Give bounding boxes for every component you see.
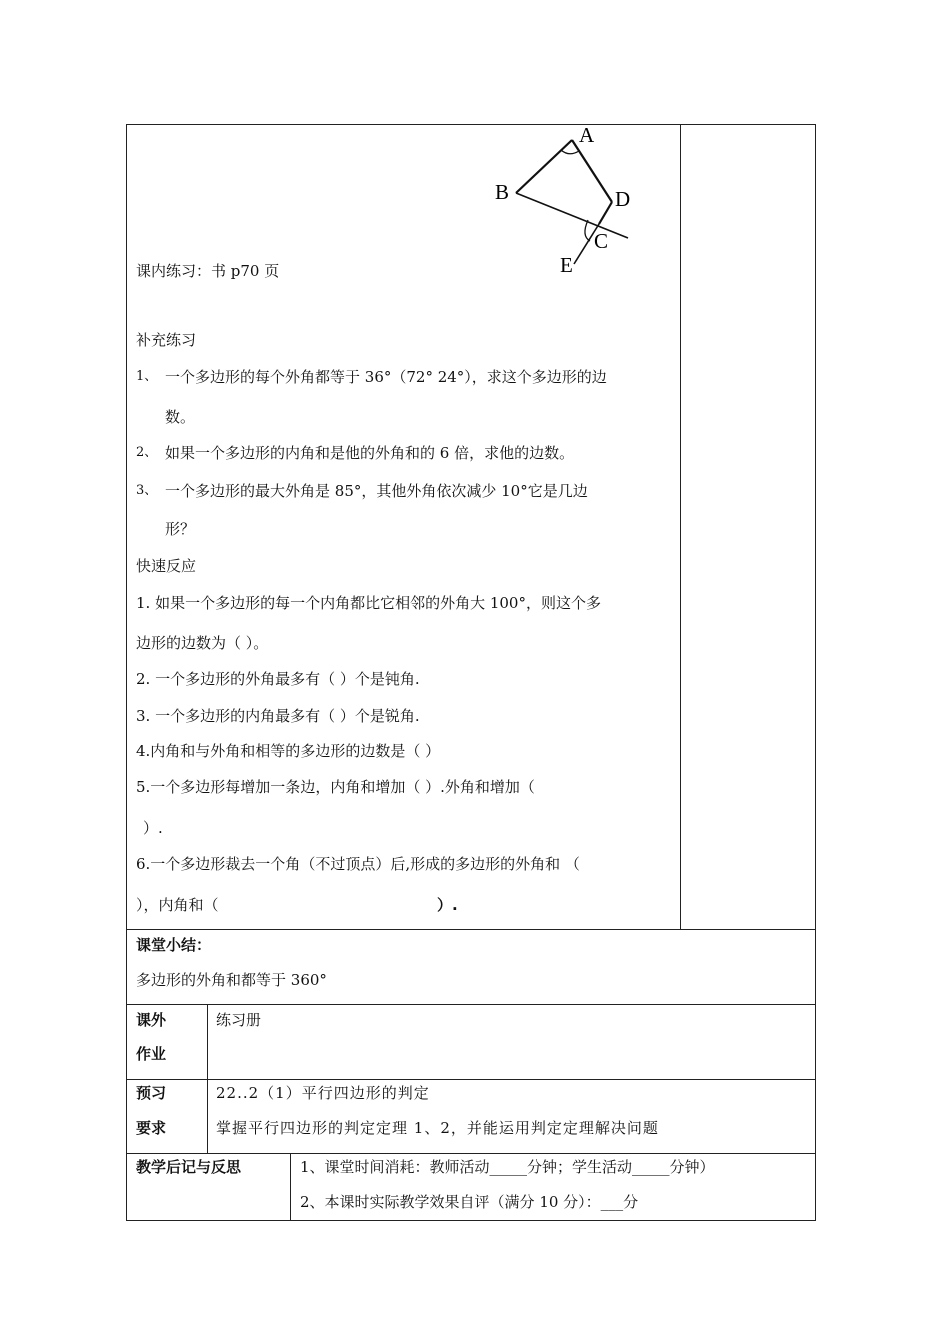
segment-BA [516, 140, 572, 193]
supplement-item-2-text: 如果一个多边形的内角和是他的外角和的 6 倍，求他的边数。 [165, 444, 575, 462]
supplement-item-1-number: 1、 [136, 369, 158, 384]
quick-question-6-continued: ），内角和（ [136, 896, 219, 914]
homework-label-line1: 课外 [136, 1011, 167, 1029]
supplement-item-1-continued: 数。 [165, 408, 196, 426]
preview-text-line2: 掌握平行四边形的判定定理 1、2，并能运用判定定理解决问题 [216, 1119, 659, 1137]
classwork-text: 课内练习：书 p70 页 [136, 262, 280, 280]
supplement-item-2-number: 2、 [136, 445, 158, 460]
reflection-line1: 1、课堂时间消耗：教师活动_____分钟；学生活动_____分钟） [300, 1158, 715, 1176]
quick-question-5: 5.一个多边形每增加一条边，内角和增加（ ）.外角和增加（ [136, 778, 535, 796]
supplement-item-3-number: 3、 [136, 483, 158, 498]
preview-label-line1: 预习 [136, 1084, 167, 1102]
summary-text: 多边形的外角和都等于 360° [136, 971, 327, 989]
segment-DC [599, 202, 612, 224]
quick-question-1: 1. 如果一个多边形的每一个内角都比它相邻的外角大 100°，则这个多 [136, 594, 601, 612]
quick-question-2: 2. 一个多边形的外角最多有（ ）个是钝角. [136, 670, 420, 688]
reflection-line2: 2、本课时实际教学效果自评（满分 10 分）：___分 [300, 1193, 639, 1211]
homework-label-line2: 作业 [136, 1045, 167, 1063]
supplement-heading: 补充练习 [136, 331, 197, 349]
quick-question-6-close: ）. [437, 896, 458, 914]
row-divider-summary [126, 929, 816, 930]
quick-question-4: 4.内角和与外角和相等的多边形的边数是（ ） [136, 742, 441, 760]
quick-question-6: 6.一个多边形裁去一个角（不过顶点）后,形成的多边形的外角和 （ [136, 855, 580, 873]
quick-question-5-continued: ）. [143, 819, 163, 837]
vertex-label-B: B [495, 180, 510, 204]
segment-AD [572, 140, 612, 202]
summary-heading: 课堂小结： [136, 936, 212, 954]
row-divider-preview [126, 1079, 816, 1080]
quick-question-3: 3. 一个多边形的内角最多有（ ）个是锐角. [136, 707, 420, 725]
row-divider-reflection [126, 1153, 816, 1154]
supplement-item-1-text: 一个多边形的每个外角都等于 36°（72° 24°），求这个多边形的边 [165, 368, 607, 386]
vertex-label-C: C [594, 229, 609, 253]
preview-label-line2: 要求 [136, 1119, 167, 1137]
vertex-label-D: D [615, 187, 631, 211]
reflection-label-divider [290, 1153, 291, 1221]
reflection-label: 教学后记与反思 [136, 1158, 242, 1176]
row-divider-homework [126, 1004, 816, 1005]
homework-text: 练习册 [216, 1011, 262, 1029]
vertex-label-E: E [560, 253, 573, 277]
preview-text-line1: 22..2（1）平行四边形的判定 [216, 1084, 430, 1102]
supplement-item-3-text: 一个多边形的最大外角是 85°，其他外角依次减少 10°它是几边 [165, 482, 588, 500]
right-column-divider [680, 124, 681, 930]
vertex-label-A: A [579, 124, 595, 147]
homework-label-divider [207, 1004, 208, 1153]
angle-A-arc [561, 150, 579, 154]
quick-heading: 快速反应 [136, 557, 197, 575]
polygon-exterior-angle-diagram [490, 124, 640, 279]
quick-question-1-continued: 边形的边数为（ ）。 [136, 634, 269, 652]
supplement-item-3-continued: 形？ [165, 520, 196, 538]
